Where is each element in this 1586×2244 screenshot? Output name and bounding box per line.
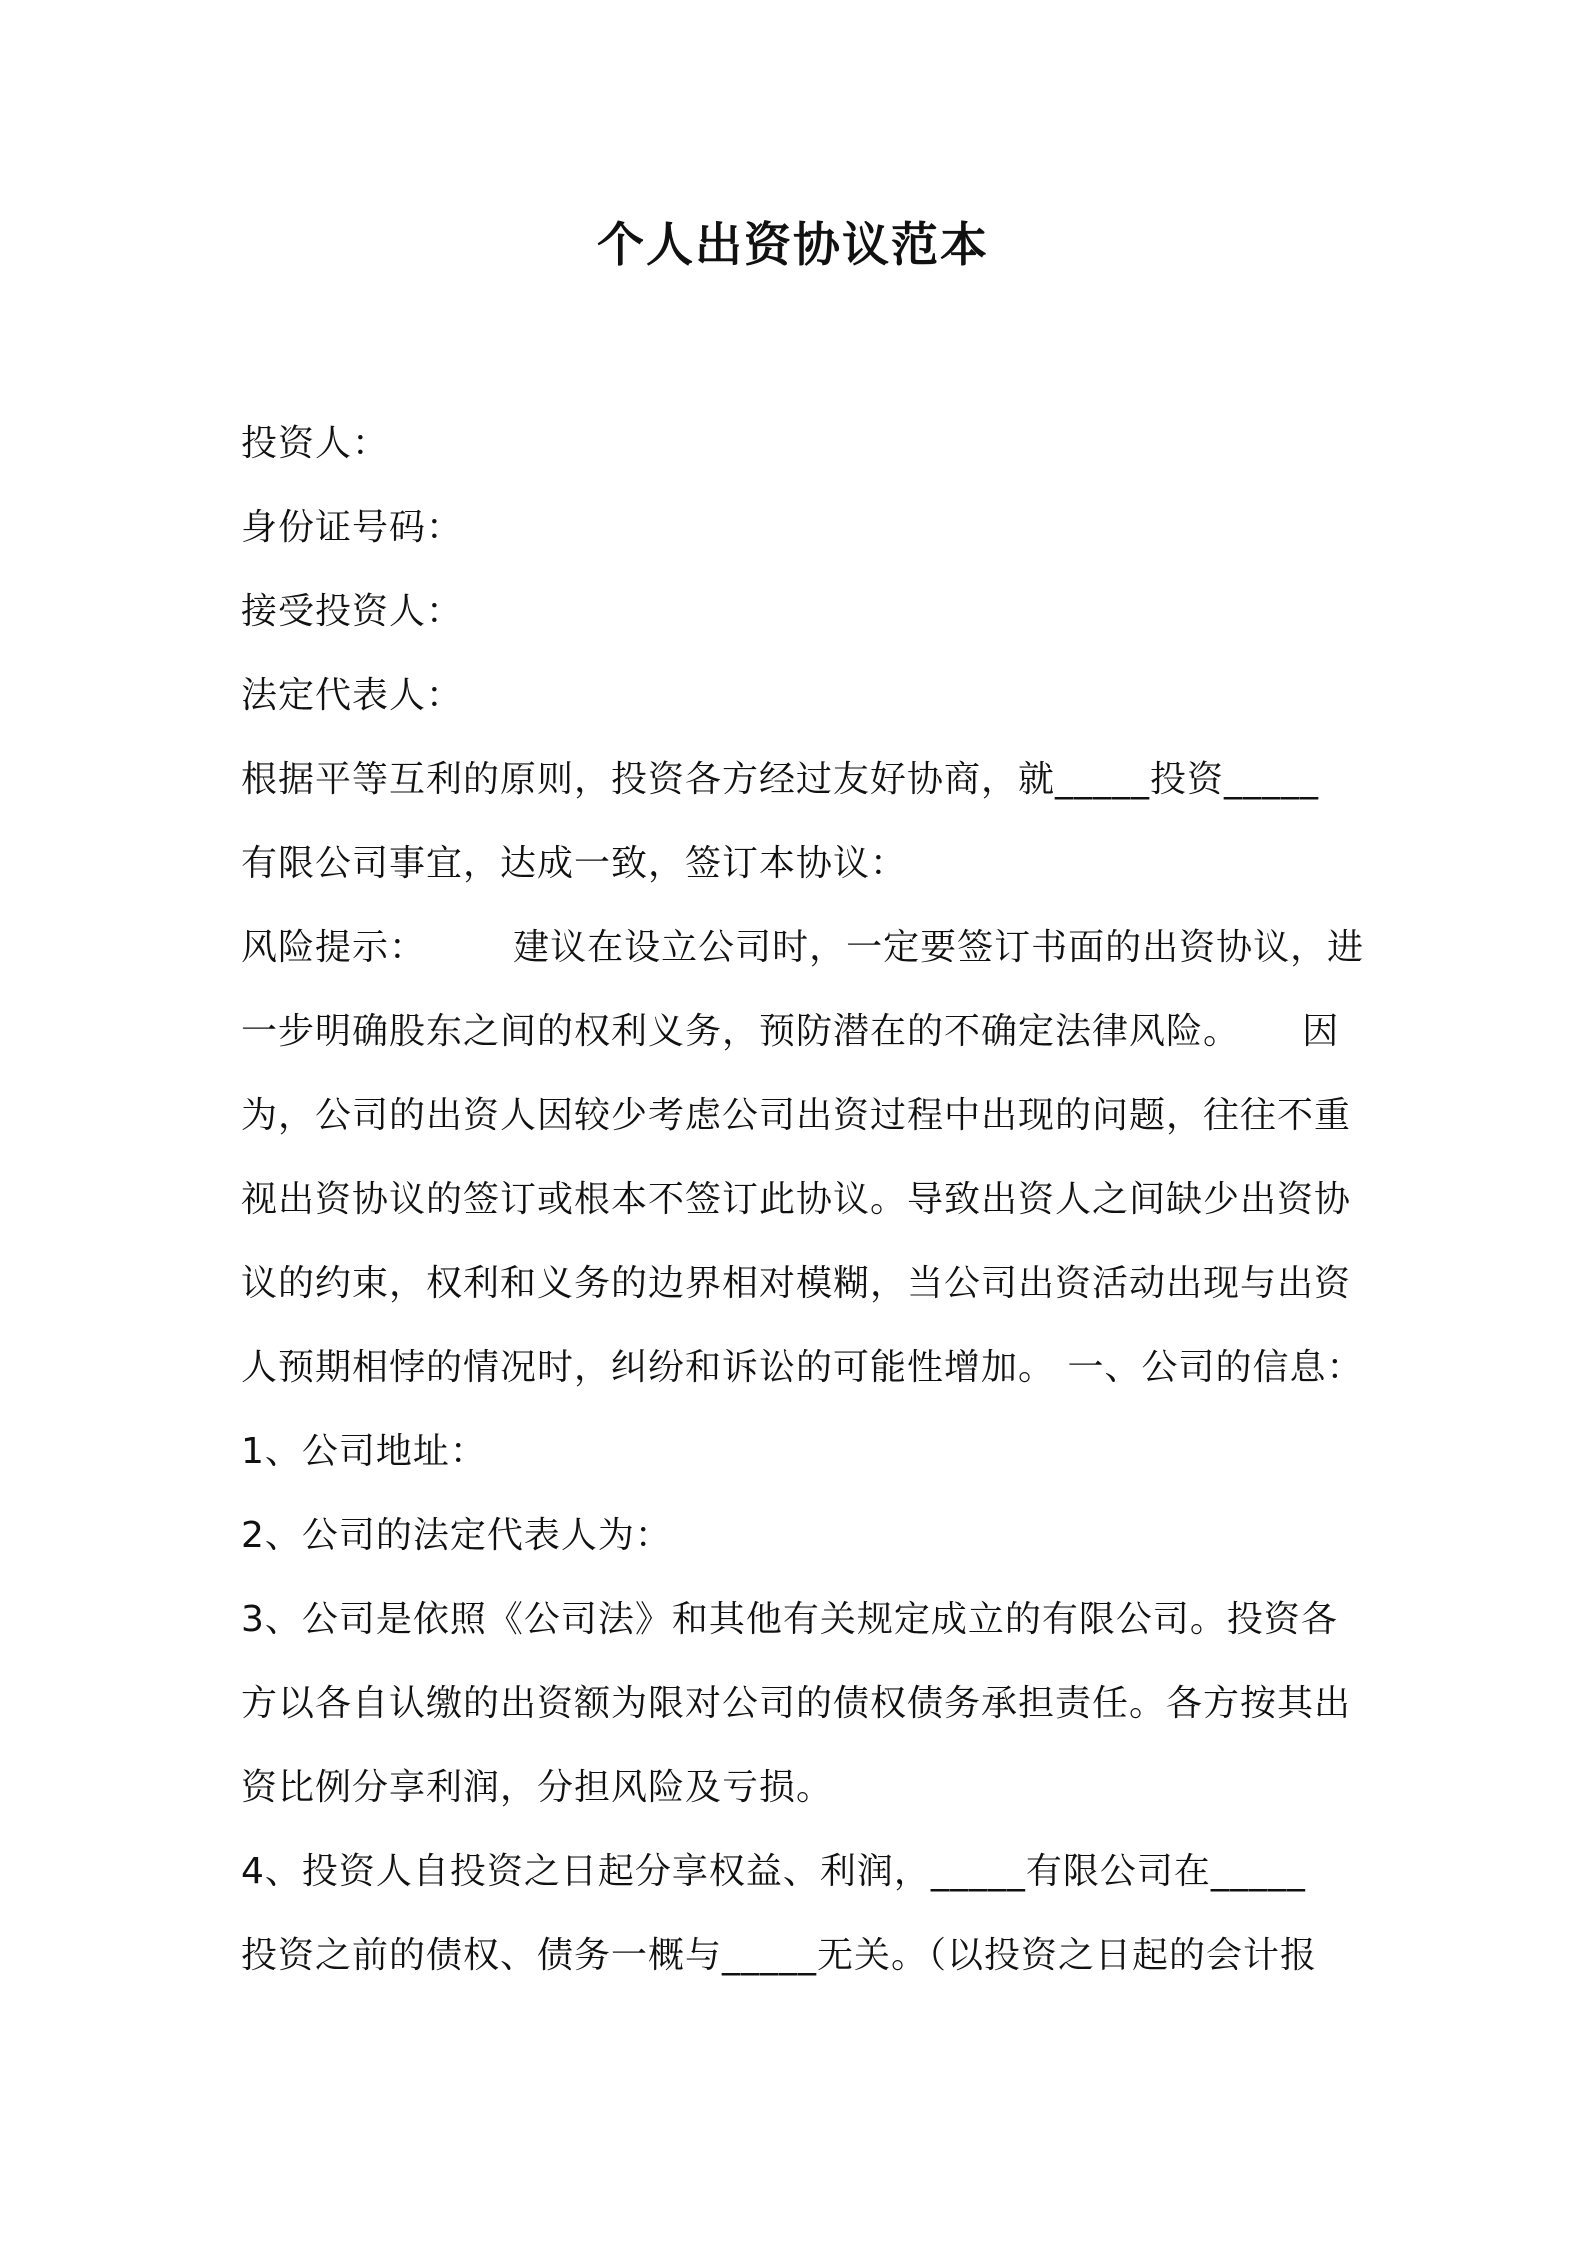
preamble-line-2: 有限公司事宜，达成一致，签订本协议： <box>241 843 908 884</box>
document-title: 个人出资协议范本 <box>597 218 989 273</box>
field-legal-representative: 法定代表人： <box>241 675 464 716</box>
clause-3-line-1: 3、公司是依照《公司法》和其他有关规定成立的有限公司。投资各 <box>241 1599 1338 1640</box>
preamble-line-1: 根据平等互利的原则，投资各方经过友好协商，就_____投资_____ <box>241 759 1320 800</box>
clause-2-legal-representative: 2、公司的法定代表人为： <box>241 1515 672 1556</box>
risk-notice-line-4: 视出资协议的签订或根本不签订此协议。导致出资人之间缺少出资协 <box>241 1179 1352 1220</box>
clause-4-line-2: 投资之前的债权、债务一概与_____无关。（以投资之日起的会计报 <box>241 1935 1318 1976</box>
clause-4-line-1: 4、投资人自投资之日起分享权益、利润，_____有限公司在_____ <box>241 1851 1306 1892</box>
clause-3-line-2: 方以各自认缴的出资额为限对公司的债权债务承担责任。各方按其出 <box>241 1683 1352 1724</box>
risk-notice-line-6: 人预期相悖的情况时，纠纷和诉讼的可能性增加。 一、公司的信息： <box>241 1347 1364 1388</box>
document-body <box>241 402 1365 1998</box>
risk-notice-line-1: 风险提示： 建议在设立公司时，一定要签订书面的出资协议，进 <box>241 927 1365 968</box>
field-investor: 投资人： <box>241 423 390 464</box>
field-investee: 接受投资人： <box>241 591 464 632</box>
risk-notice-line-5: 议的约束，权利和义务的边界相对模糊，当公司出资活动出现与出资 <box>241 1263 1352 1304</box>
clause-1-company-address: 1、公司地址： <box>241 1431 487 1472</box>
field-id-number: 身份证号码： <box>241 507 464 548</box>
clause-3-line-3: 资比例分享利润，分担风险及亏损。 <box>241 1767 834 1808</box>
risk-notice-line-2: 一步明确股东之间的权利义务，预防潜在的不确定法律风险。 因 <box>241 1011 1340 1052</box>
risk-notice-line-3: 为，公司的出资人因较少考虑公司出资过程中出现的问题，往往不重 <box>241 1095 1352 1136</box>
